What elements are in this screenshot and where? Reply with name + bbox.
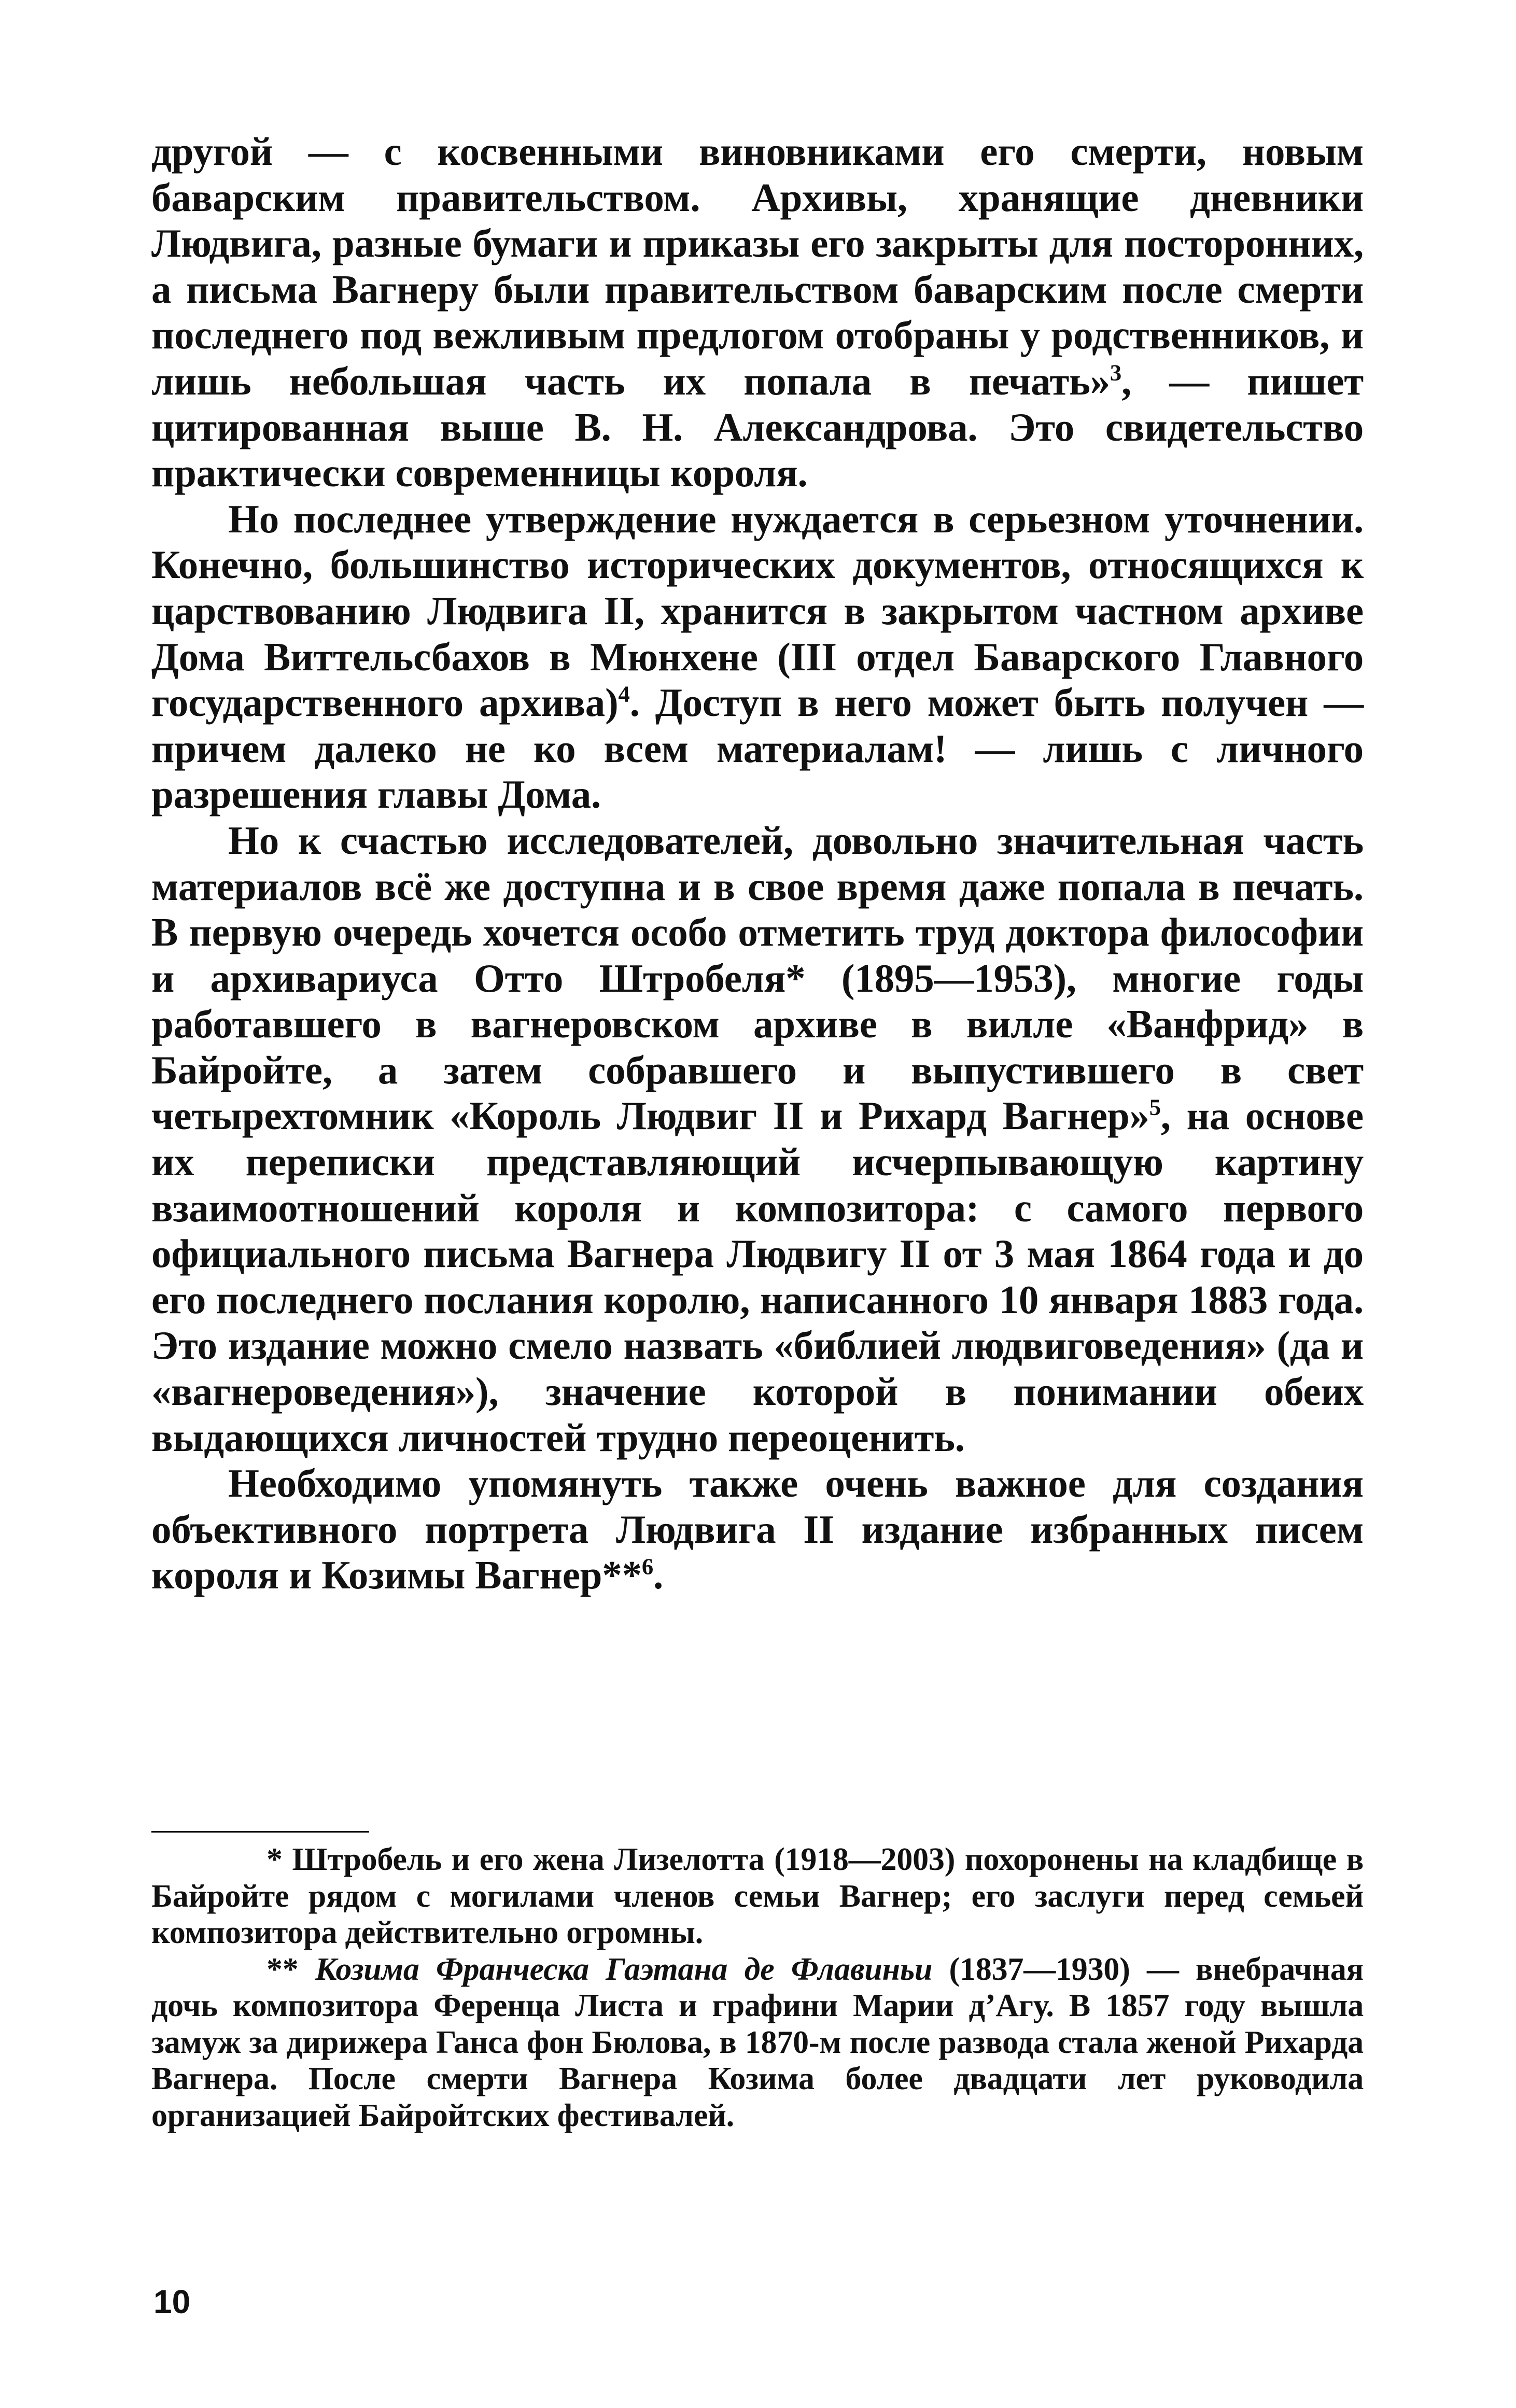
italic-text-run: Козима Франческа Гаэтана де Флавиньи — [315, 1951, 933, 1987]
page-number: 10 — [153, 2283, 191, 2320]
body-paragraph — [151, 1460, 1364, 1598]
text-run: Необходимо упомянуть также очень важное для создания объективного портрета Людвига II издание избранных писем короля и Козимы Вагнер** — [151, 1461, 1364, 1598]
footnotes — [151, 1841, 1364, 2134]
text-run: . Доступ в него может быть получен — причем далеко не ко всем материалам! — лишь с личного разрешения главы Дома. — [151, 680, 1364, 817]
text-run: ** — [266, 1951, 315, 1987]
text-run: * Штробель и его жена Лизелотта (1918—2003) похоронены на кладбище в Байройте рядом с могилами членов семьи Вагнер; его заслуги перед семьей композитора действительно огромны. — [151, 1842, 1364, 1950]
body-paragraph — [151, 129, 1364, 496]
body-paragraph — [151, 496, 1364, 818]
footnote-separator — [151, 1831, 369, 1833]
text-run: , на основе их переписки представляющий исчерпывающую картину взаимоотношений короля и композитора: с самого первого официального письма Вагнера Людвигу II от 3 мая 1864 года и до его последнего послания королю, написанного 10 января 1883 года. Это издание можно смело назвать «библией людвиговедения» (да и «вагнероведения»), значение которой в понимании обеих выдающихся личностей трудно переоценить. — [151, 1093, 1364, 1460]
text-run: (1837—1930) — внебрачная дочь композитора Ференца Листа и графини Марии д’Агу. В 1857 году вышла замуж за дирижера Ганса фон Бюлова, в 1870-м после развода стала женой Рихарда Вагнера. После смерти Вагнера Козима более двадцати лет руководила организацией Байройтских фестивалей. — [151, 1951, 1364, 2133]
text-run: Но к счастью исследователей, довольно значительная часть материалов всё же доступна и в свое время даже попала в печать. В первую очередь хочется особо отметить труд доктора философии и архивариуса Отто Штробеля* (1895—1953), многие годы работавшего в вагнеровском архиве в вилле «Ванфрид» в Байройте, а затем собравшего и выпустившего в свет четырехтомник «Король Людвиг II и Рихард Вагнер» — [151, 818, 1364, 1138]
footnote — [151, 1841, 1364, 1951]
footnote-reference: 5 — [1149, 1094, 1161, 1120]
body-paragraph — [151, 818, 1364, 1460]
text-run: другой — с косвенными виновниками его смерти, новым баварским правительством. Архивы, хранящие дневники Людвига, разные бумаги и приказы его закрыты для посторонних, а письма Вагнеру были правительством баварским после смерти последнего под вежливым предлогом отобраны у родственников, и лишь небольшая часть их попала в печать» — [151, 129, 1364, 403]
text-run: Но последнее утверждение нуждается в серьезном уточнении. Конечно, большинство исторических документов, относящихся к царствованию Людвига II, хранится в закрытом частном архиве Дома Виттельсбахов в Мюнхене (III отдел Баварского Главного государственного архива) — [151, 496, 1364, 725]
text-run: . — [653, 1553, 664, 1598]
footnote — [151, 1951, 1364, 2134]
footnote-reference: 4 — [618, 681, 630, 707]
footnote-reference: 3 — [1110, 359, 1122, 386]
footnote-reference: 6 — [641, 1553, 654, 1580]
text-run: , — пишет цитированная выше В. Н. Александрова. Это свидетельство практически современницы короля. — [151, 358, 1364, 496]
main-text — [151, 129, 1364, 1598]
